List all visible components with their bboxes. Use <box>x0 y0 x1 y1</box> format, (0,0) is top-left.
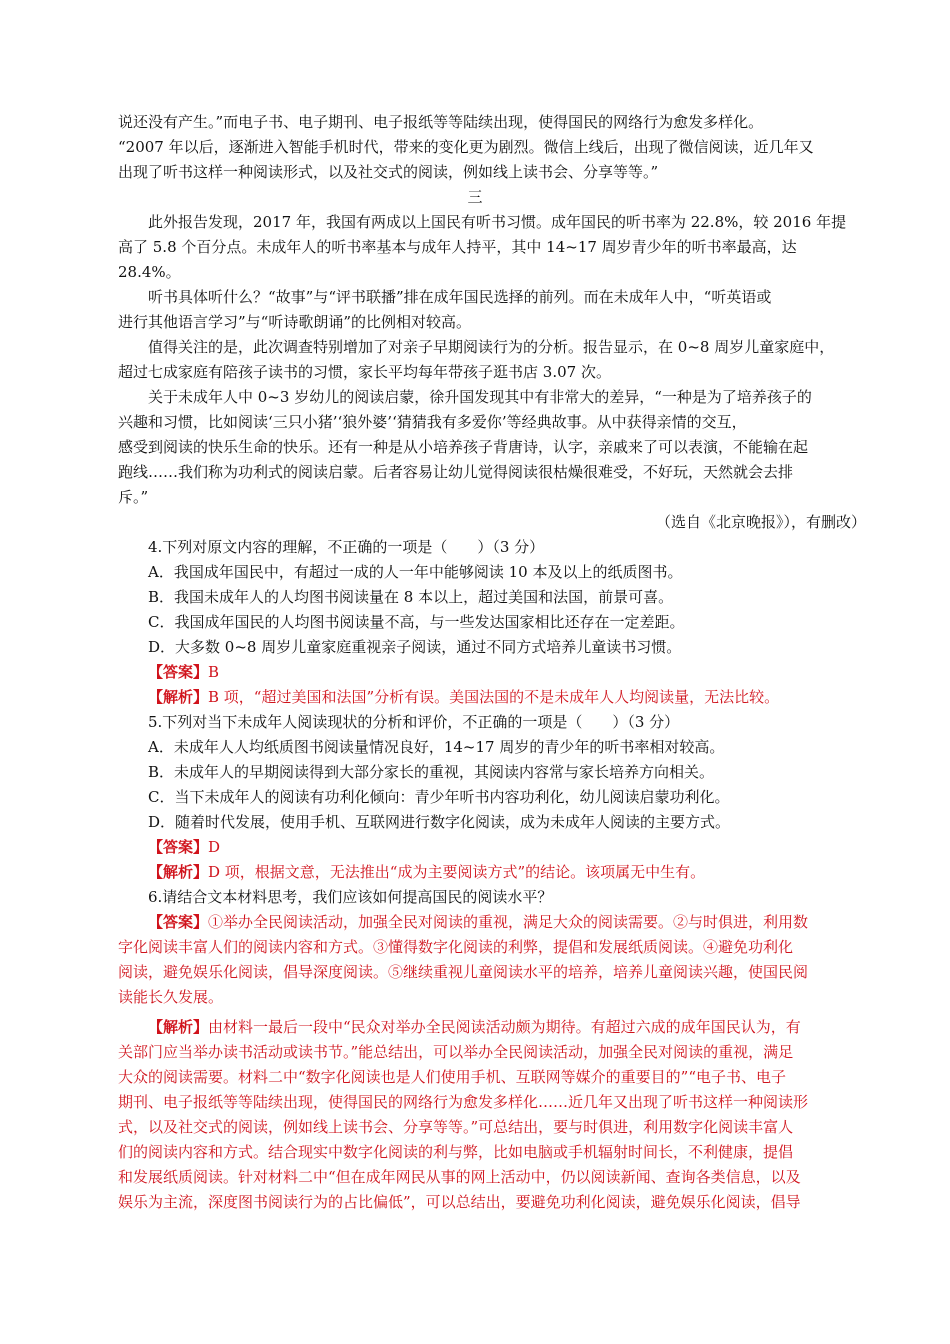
analysis-tag: 【解析】 <box>148 688 209 706</box>
q6-analysis-line: 期刊、电子报纸等等陆续出现，使得国民的网络行为愈发多样化……近几年又出现了听书这样一种阅读形 <box>118 1093 809 1111</box>
q6-analysis-line: 大众的阅读需要。材料二中“数字化阅读也是人们使用手机、互联网等媒介的重要目的”“电子书、电子 <box>118 1068 787 1086</box>
answer-text: ①举办全民阅读活动，加强全民对阅读的重视，满足大众的阅读需要。②与时俱进，利用数 <box>208 913 809 931</box>
passage-line: 此外报告发现，2017 年，我国有两成以上国民有听书习惯。成年国民的听书率为 22.8%，较 2016 年提 <box>148 213 847 231</box>
answer-value: D <box>208 838 221 856</box>
q6-analysis-line: 关部门应当举办读书活动或读书节。”能总结出，可以举办全民阅读活动，加强全民对阅读的重视，满足 <box>118 1043 794 1061</box>
answer-tag: 【答案】 <box>148 913 209 931</box>
q6-answer-line: 阅读，避免娱乐化阅读，倡导深度阅读。⑤继续重视儿童阅读水平的培养，培养儿童阅读兴趣，使国民阅 <box>118 963 809 981</box>
q5-option-b: B．未成年人的早期阅读得到大部分家长的重视，其阅读内容常与家长培养方向相关。 <box>148 763 715 781</box>
passage-line: 跑线……我们称为功利式的阅读启蒙。后者容易让幼儿觉得阅读很枯燥很难受，不好玩，天然就会去排 <box>118 463 794 481</box>
q4-answer <box>118 661 864 683</box>
q4-option-d: D．大多数 0~8 周岁儿童家庭重视亲子阅读，通过不同方式培养儿童读书习惯。 <box>148 638 682 656</box>
passage-line: 28.4%。 <box>118 263 181 281</box>
passage-line: 超过七成家庭有陪孩子读书的习惯，家长平均每年带孩子逛书店 3.07 次。 <box>118 363 611 381</box>
q6-answer-line: 字化阅读丰富人们的阅读内容和方式。③懂得数字化阅读的利弊，提倡和发展纸质阅读。④避免功利化 <box>118 938 794 956</box>
section-heading: 三 <box>467 188 483 206</box>
passage-line: “2007 年以后，逐渐进入智能手机时代，带来的变化更为剧烈。微信上线后，出现了微信阅读，近几年又 <box>118 138 814 156</box>
q5-option-a: A．未成年人人均纸质图书阅读量情况良好，14~17 周岁的青少年的听书率相对较高。 <box>148 738 725 756</box>
passage-line: 值得关注的是，此次调查特别增加了对亲子早期阅读行为的分析。报告显示，在 0~8 周岁儿童家庭中， <box>148 338 835 356</box>
passage-line: 出现了听书这样一种阅读形式，以及社交式的阅读，例如线上读书会、分享等等。” <box>118 163 659 181</box>
passage-line: 高了 5.8 个百分点。未成年人的听书率基本与成年人持平，其中 14~17 周岁青少年的听书率最高，达 <box>118 238 797 256</box>
analysis-text: 由材料一最后一段中“民众对举办全民阅读活动颇为期待。有超过六成的成年国民认为，有 <box>208 1018 801 1036</box>
question-6-stem: 6.请结合文本材料思考，我们应该如何提高国民的阅读水平？ <box>148 888 553 906</box>
question-4-stem: 4.下列对原文内容的理解，不正确的一项是（ ）（3 分） <box>148 538 545 556</box>
analysis-tag: 【解析】 <box>148 863 209 881</box>
q6-analysis-line: 们的阅读内容和方式。结合现实中数字化阅读的利与弊，比如电脑或手机辐射时间长，不利健康，提倡 <box>118 1143 794 1161</box>
q5-answer <box>118 836 864 858</box>
passage-line: 进行其他语言学习”与“听诗歌朗诵”的比例相对较高。 <box>118 313 472 331</box>
analysis-tag: 【解析】 <box>148 1018 209 1036</box>
q6-analysis-line: 式，以及社交式的阅读，例如线上读书会、分享等等。”可总结出，要与时俱进，利用数字化阅读丰富人 <box>118 1118 794 1136</box>
q4-option-c: C．我国成年国民的人均图书阅读量不高，与一些发达国家相比还存在一定差距。 <box>148 613 685 631</box>
q4-option-b: B．我国未成年人的人均图书阅读量在 8 本以上，超过美国和法国，前景可喜。 <box>148 588 674 606</box>
passage-line: 关于未成年人中 0~3 岁幼儿的阅读启蒙，徐升国发现其中有非常大的差异，“一种是为了培养孩子的 <box>148 388 812 406</box>
question-5-stem: 5.下列对当下未成年人阅读现状的分析和评价，不正确的一项是（ ）（3 分） <box>148 713 680 731</box>
q5-option-c: C．当下未成年人的阅读有功利化倾向：青少年听书内容功利化，幼儿阅读启蒙功利化。 <box>148 788 730 806</box>
q5-option-d: D．随着时代发展，使用手机、互联网进行数字化阅读，成为未成年人阅读的主要方式。 <box>148 813 731 831</box>
answer-tag: 【答案】 <box>148 838 209 856</box>
passage-line: 听书具体听什么？“故事”与“评书联播”排在成年国民选择的前列。而在未成年人中，“听英语或 <box>148 288 772 306</box>
analysis-text: D 项，根据文意，无法推出“成为主要阅读方式”的结论。该项属无中生有。 <box>208 863 706 881</box>
q4-option-a: A．我国成年国民中，有超过一成的人一年中能够阅读 10 本及以上的纸质图书。 <box>148 563 683 581</box>
source-citation: （选自《北京晚报》），有删改） <box>655 513 866 531</box>
q6-analysis-line: 娱乐为主流，深度图书阅读行为的占比偏低”，可以总结出，要避免功利化阅读，避免娱乐化阅读，倡导 <box>118 1193 801 1211</box>
q6-answer-line: 读能长久发展。 <box>118 988 224 1006</box>
answer-value: B <box>208 663 220 681</box>
q6-analysis <box>118 1016 864 1038</box>
passage-line: 说还没有产生。”而电子书、电子期刊、电子报纸等等陆续出现，使得国民的网络行为愈发多样化。 <box>118 113 764 131</box>
q6-analysis-line: 和发展纸质阅读。针对材料二中“但在成年网民从事的网上活动中，仍以阅读新闻、查询各类信息，以及 <box>118 1168 801 1186</box>
passage-line: 感受到阅读的快乐生命的快乐。还有一种是从小培养孩子背唐诗，认字，亲戚来了可以表演，不能输在起 <box>118 438 809 456</box>
q4-analysis <box>118 686 864 708</box>
q6-answer <box>118 911 864 933</box>
passage-line: 兴趣和习惯，比如阅读‘三只小猪’‘狼外婆’‘猜猜我有多爱你’等经典故事。从中获得亲情的交互， <box>118 413 747 431</box>
answer-tag: 【答案】 <box>148 663 209 681</box>
q5-analysis <box>118 861 864 883</box>
passage-line: 斥。” <box>118 488 149 506</box>
analysis-text: B 项，“超过美国和法国”分析有误。美国法国的不是未成年人人均阅读量，无法比较。 <box>208 688 780 706</box>
